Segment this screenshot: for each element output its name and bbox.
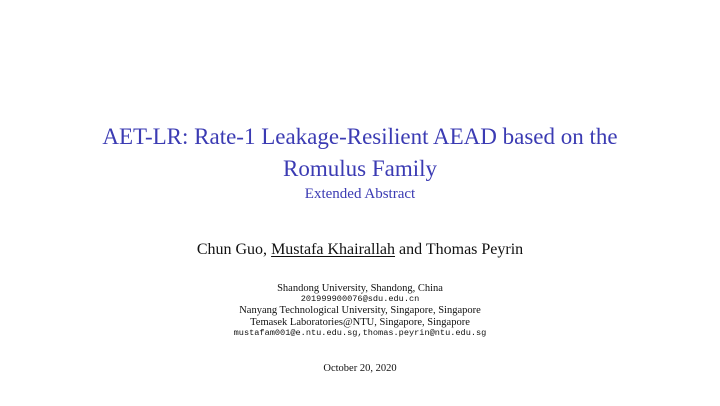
paper-title — [40, 121, 680, 185]
title-line-2: Romulus Family — [283, 156, 437, 181]
affiliation-shandong: Shandong University, Shandong, China — [277, 283, 443, 294]
author-chun-guo: Chun Guo, — [196, 241, 268, 258]
email-shandong: 201999900076@sdu.edu.cn — [300, 294, 420, 305]
affiliations — [40, 283, 680, 339]
author-list — [40, 240, 680, 260]
author-presenter: Mustafa Khairallah — [271, 241, 396, 258]
affiliation-temasek: Temasek Laboratories@NTU, Singapore, Singapore — [250, 316, 470, 328]
affiliation-ntu: Nanyang Technological University, Singapore, Singapore — [239, 305, 481, 317]
email-ntu: mustafam001@e.ntu.edu.sg,thomas.peyrin@ntu.edu.sg — [233, 327, 487, 338]
presentation-date: October 20, 2020 — [323, 363, 397, 374]
subtitle: Extended Abstract — [304, 186, 416, 202]
title-line-1: AET-LR: Rate-1 Leakage-Resilient AEAD based on the — [102, 124, 618, 149]
author-connector: and — [399, 241, 423, 258]
author-thomas-peyrin: Thomas Peyrin — [425, 241, 524, 258]
